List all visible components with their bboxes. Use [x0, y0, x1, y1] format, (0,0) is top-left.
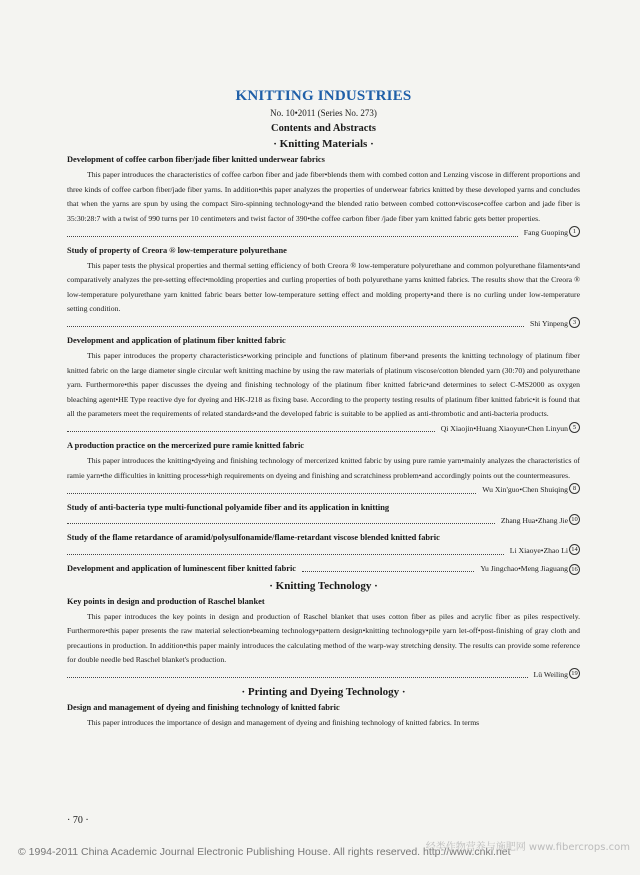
- article-abstract: This paper introduces the key points in design and production of Raschel blanket that uses cotton fiber as piles and acrylic fiber as piles respectively. Furthermore•this paper presents the raw material selection•beaming technology•pattern design•knitting technology•pile yarn let-off•post-finishing of gray cloth and precautions in production. In addition•this paper mainly introduces the calculating method of the warp-way stretching density. The results can provide some reference for double needle bed Raschel blanket's production.: [67, 611, 580, 664]
- article-author: Qi Xiaojin•Huang Xiaoyun•Chen Linyun: [440, 423, 568, 433]
- leader-dots: [67, 422, 435, 433]
- page-number-badge: 19: [569, 668, 580, 679]
- page-number-badge: 8: [569, 483, 580, 494]
- leader-dots: [67, 544, 504, 555]
- leader-dots: [302, 562, 474, 572]
- copyright-notice: © 1994-2011 China Academic Journal Electronic Publishing House. All rights reserved. http://www.cnki.net: [18, 846, 511, 858]
- article-byline: [67, 422, 580, 437]
- leader-dots: [67, 668, 528, 679]
- article-author: Fang Guoping: [523, 228, 568, 237]
- article-byline: [67, 483, 580, 498]
- article-author: Yu Jingchao•Meng Jiaguang: [480, 563, 568, 573]
- article-abstract: This paper introduces the importance of design and management of dyeing and finishing technology of knitted fabrics. In terms: [87, 718, 480, 727]
- leader-dots: [67, 483, 476, 494]
- article-title: Development of coffee carbon fiber/jade fiber knitted underwear fabrics: [67, 155, 325, 164]
- article-byline: [67, 226, 580, 241]
- leader-dots: [67, 317, 524, 328]
- article-byline: [67, 317, 580, 332]
- page-number-badge: 5: [569, 422, 580, 433]
- article-author: Shi Yinpeng: [530, 318, 568, 328]
- article-title: Key points in design and production of Raschel blanket: [67, 596, 265, 606]
- article-byline: [67, 514, 580, 529]
- article-byline: [67, 668, 580, 683]
- article-abstract: This paper introduces the characteristics of coffee carbon fiber and jade fiber•blends them with combed cotton and Lenzing viscose in different proportions and three kinds of coffee carbon fiber/jade fiber yarns. In addition•this paper analyzes the properties of underwear fabrics knitted by these developed yarns and concludes that when the yarns are spun by using the compact Siro-spinning technology•and the blended ratio between combed cotton•viscose•coffee carbon and jade fiber is 35:30:28:7 with a twist of 990 turns per 10 centimeters and twist factor of 390•the coffee carbon fiber /jade fiber yarn knitted fabric gets better properties.: [67, 170, 580, 223]
- article-author: Li Xiaoye•Zhao Li: [509, 546, 568, 555]
- journal-title: KNITTING INDUSTRIES: [235, 88, 412, 104]
- page-number-badge: 3: [569, 317, 580, 328]
- page-number-badge: 14: [569, 544, 580, 555]
- page-number: · 70 ·: [67, 815, 89, 826]
- article-author: Zhang Hua•Zhang Jie: [500, 515, 568, 525]
- leader-dots: [67, 226, 518, 237]
- issue-line: No. 10•2011 (Series No. 273): [270, 108, 377, 118]
- article-abstract: This paper tests the physical properties and thermal setting efficiency of both Creora ® low-temperature polyurethane and common polyurethane filaments•and comparatively analyzes the pre-setting effect•molding properties and curling properties of both polyurethane yarns knitted fabrics. The results show that the Creora ® low-temperature polyurethane yarn knitted fabric bears better low-temperature setting effect and molding property•and there is no curling under low-temperature setting condition.: [67, 260, 580, 313]
- section-heading-knitting-materials: · Knitting Materials ·: [273, 138, 374, 150]
- page-number-badge: 16: [569, 564, 580, 575]
- article-byline: [67, 544, 580, 559]
- article-title: Design and management of dyeing and finishing technology of knitted fabric: [67, 703, 340, 712]
- contents-heading: Contents and Abstracts: [270, 123, 376, 134]
- section-heading-printing-dyeing: · Printing and Dyeing Technology ·: [241, 686, 406, 698]
- contents-page: [67, 88, 580, 731]
- article-title: Development and application of luminescent fiber knitted fabric: [67, 563, 296, 573]
- article-title: Study of the flame retardance of aramid/polysulfonamide/flame-retardant viscose blended knitted fabric: [67, 533, 440, 542]
- page-number-badge: 10: [569, 514, 580, 525]
- article-title: Development and application of platinum fiber knitted fabric: [67, 336, 286, 345]
- leader-dots: [67, 514, 495, 525]
- article-abstract: This paper introduces the knitting•dyeing and finishing technology of mercerized knitted fabric by using pure ramie yarn•mainly analyzes the characteristics of ramie yarn•the difficulties in knitting process•high requirements on dyeing and finishing and scratchiness problem•and accordingly points out the countermeasures.: [67, 456, 580, 480]
- article-inline-entry: [67, 562, 580, 576]
- article-abstract: This paper introduces the property characteristics•working principle and functions of platinum fiber•and presents the knitting technology of platinum fiber knitted fabric on the large diameter single circular weft knitting machine by using the raw materials of platinum viscose/cotton blended yarn (30:70) and polyurethane yarn. Furthermore•this paper discusses the dyeing and finishing technology of the platinum fiber knitted fabric•and determines to select C-MS2000 as oxygen bleaching agent•HE Type reactive dye for dyeing and HK-J218 as fixing base. According to the property testing results of platinum fiber knitted fabric•it is found that all the parameters meet the requirements of related standards•and the developed fabric is suitable to be applied as anti-thrombotic and anti-bacteria products.: [67, 351, 580, 418]
- article-title: Study of property of Creora ® low-temperature polyurethane: [67, 245, 287, 255]
- article-author: Wu Xin'guo•Chen Shuiqing: [482, 485, 568, 494]
- article-title: Study of anti-bacteria type multi-functional polyamide fiber and its application in knitting: [67, 502, 390, 512]
- page-number-badge: 1: [569, 226, 580, 237]
- section-heading-knitting-technology: · Knitting Technology ·: [269, 579, 378, 592]
- article-title: A production practice on the mercerized pure ramie knitted fabric: [67, 441, 305, 450]
- article-author: Lü Weiling: [533, 669, 568, 679]
- site-watermark: 经类作物营养与施肥网 www.fibercrops.com: [425, 842, 630, 853]
